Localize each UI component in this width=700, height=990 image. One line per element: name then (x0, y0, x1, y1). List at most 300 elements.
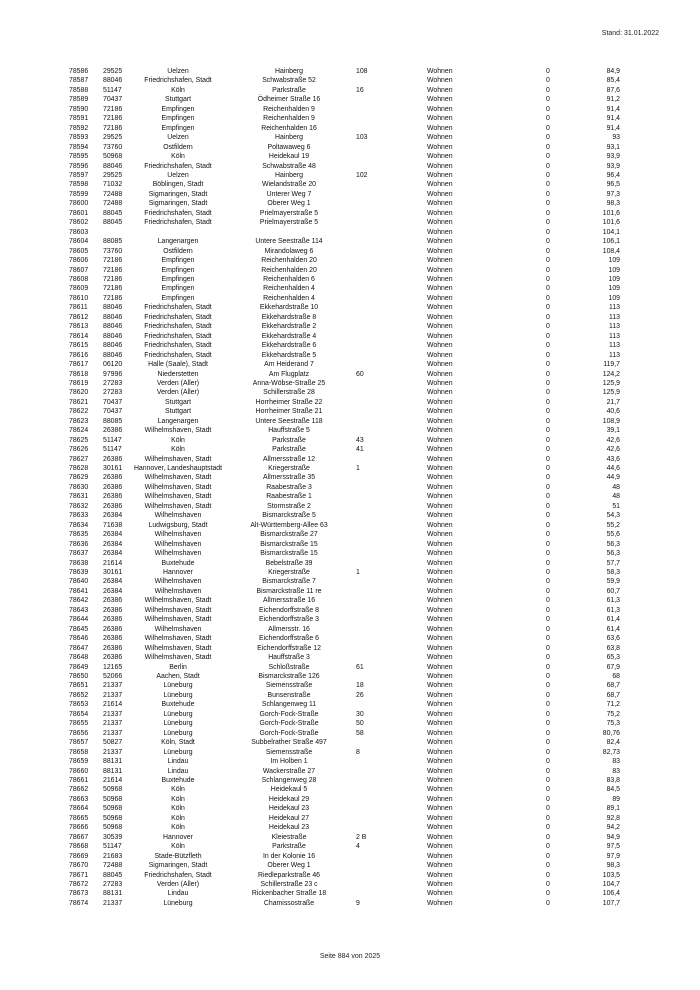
table-row (0, 861, 700, 870)
table-row (0, 559, 700, 568)
street-cell: Ekkehardstraße 4 (261, 332, 317, 340)
value-cell: 82,73 (602, 748, 620, 756)
table-row (0, 171, 700, 180)
zero-value-cell: 0 (546, 190, 550, 198)
value-cell: 63,8 (606, 644, 620, 652)
usage-type-cell: Wohnen (427, 701, 453, 709)
city-cell: Verden (Aller) (156, 379, 200, 387)
zero-value-cell: 0 (546, 805, 550, 813)
table-row (0, 303, 700, 312)
zero-value-cell: 0 (546, 379, 550, 387)
street-cell: Am Flugplatz (268, 370, 310, 378)
row-id-cell: 78606 (69, 257, 89, 265)
row-id-cell: 78612 (69, 313, 89, 321)
value-cell: 84,9 (606, 68, 620, 75)
zero-value-cell: 0 (546, 398, 550, 406)
postal-code-cell: 50968 (103, 805, 123, 813)
street-cell: Eichendorffstraße 3 (258, 616, 319, 624)
zero-value-cell: 0 (546, 68, 550, 75)
value-cell: 91,4 (606, 115, 620, 123)
table-row (0, 719, 700, 728)
city-cell: Buxtehude (161, 701, 195, 709)
usage-type-cell: Wohnen (427, 361, 453, 369)
row-id-cell: 78647 (69, 644, 89, 652)
usage-type-cell: Wohnen (427, 304, 453, 312)
usage-type-cell: Wohnen (427, 474, 453, 482)
zero-value-cell: 0 (546, 862, 550, 870)
street-cell: Schwabstraße 52 (262, 77, 316, 85)
postal-code-cell: 50968 (103, 153, 123, 161)
zero-value-cell: 0 (546, 342, 550, 350)
zero-value-cell: 0 (546, 417, 550, 425)
city-cell: Wilhelmshaven, Stadt (144, 597, 212, 605)
table-row (0, 625, 700, 634)
zero-value-cell: 0 (546, 351, 550, 359)
house-number-cell: 1 (356, 569, 360, 577)
usage-type-cell: Wohnen (427, 776, 453, 784)
city-cell: Niederstetten (157, 370, 199, 378)
usage-type-cell: Wohnen (427, 587, 453, 595)
table-row (0, 596, 700, 605)
row-id-cell: 78654 (69, 710, 89, 718)
value-cell: 93,9 (606, 153, 620, 161)
row-id-cell: 78661 (69, 776, 89, 784)
usage-type-cell: Wohnen (427, 332, 453, 340)
street-cell: Bismarckstraße 27 (260, 531, 318, 539)
row-id-cell: 78666 (69, 824, 89, 832)
street-cell: Anna-Wöbse-Straße 25 (252, 379, 326, 387)
city-cell: Berlin (169, 663, 187, 671)
postal-code-cell: 73760 (103, 143, 123, 151)
postal-code-cell: 29525 (103, 134, 123, 142)
table-row (0, 663, 700, 672)
value-cell: 91,4 (606, 124, 620, 132)
street-cell: Schillerstraße 28 (263, 389, 315, 397)
zero-value-cell: 0 (546, 465, 550, 473)
table-row (0, 284, 700, 293)
zero-value-cell: 0 (546, 644, 550, 652)
value-cell: 108,4 (602, 247, 620, 255)
city-cell: Friedrichshafen, Stadt (144, 332, 212, 340)
usage-type-cell: Wohnen (427, 720, 453, 728)
house-number-cell: 102 (356, 171, 368, 179)
row-id-cell: 78631 (69, 493, 89, 501)
zero-value-cell: 0 (546, 313, 550, 321)
value-cell: 104,1 (602, 228, 620, 236)
usage-type-cell: Wohnen (427, 880, 453, 888)
postal-code-cell: 26384 (103, 550, 123, 558)
zero-value-cell: 0 (546, 795, 550, 803)
row-id-cell: 78620 (69, 389, 89, 397)
street-cell: Gorch-Fock-Straße (259, 729, 319, 737)
zero-value-cell: 0 (546, 370, 550, 378)
postal-code-cell: 21337 (103, 691, 123, 699)
table-row (0, 530, 700, 539)
value-cell: 59,9 (606, 578, 620, 586)
row-id-cell: 78610 (69, 294, 89, 302)
city-cell: Empfingen (161, 294, 195, 302)
usage-type-cell: Wohnen (427, 899, 453, 907)
usage-type-cell: Wohnen (427, 68, 453, 75)
table-row (0, 407, 700, 416)
city-cell: Wilhelmshaven, Stadt (144, 483, 212, 491)
table-row (0, 426, 700, 435)
usage-type-cell: Wohnen (427, 228, 453, 236)
row-id-cell: 78672 (69, 880, 89, 888)
value-cell: 42,6 (606, 436, 620, 444)
usage-type-cell: Wohnen (427, 190, 453, 198)
value-cell: 43,6 (606, 455, 620, 463)
usage-type-cell: Wohnen (427, 871, 453, 879)
zero-value-cell: 0 (546, 436, 550, 444)
table-row (0, 190, 700, 199)
table-row (0, 76, 700, 85)
zero-value-cell: 0 (546, 446, 550, 454)
street-cell: Parkstraße (272, 843, 306, 851)
table-row (0, 568, 700, 577)
table-row (0, 804, 700, 813)
street-cell: Heidekaul 19 (268, 153, 310, 161)
postal-code-cell: 72186 (103, 285, 123, 293)
postal-code-cell: 26384 (103, 587, 123, 595)
value-cell: 101,6 (602, 219, 620, 227)
postal-code-cell: 27283 (103, 379, 123, 387)
street-cell: Heidekaul 23 (268, 824, 310, 832)
usage-type-cell: Wohnen (427, 379, 453, 387)
table-row (0, 95, 700, 104)
value-cell: 108,9 (602, 417, 620, 425)
zero-value-cell: 0 (546, 691, 550, 699)
value-cell: 40,6 (606, 408, 620, 416)
street-cell: Eichendorffstraße 12 (257, 644, 321, 652)
row-id-cell: 78599 (69, 190, 89, 198)
city-cell: Stuttgart (164, 398, 192, 406)
value-cell: 113 (609, 342, 620, 350)
street-cell: Parkstraße (272, 86, 306, 94)
house-number-cell: 103 (356, 134, 368, 142)
street-cell: Parkstraße (272, 446, 306, 454)
postal-code-cell: 50968 (103, 824, 123, 832)
table-row (0, 294, 700, 303)
row-id-cell: 78668 (69, 843, 89, 851)
table-row (0, 417, 700, 426)
city-cell: Hannover (163, 569, 193, 577)
street-cell: Kriegerstraße (268, 569, 310, 577)
row-id-cell: 78633 (69, 512, 89, 520)
city-cell: Stuttgart (164, 96, 192, 104)
postal-code-cell: 72488 (103, 190, 123, 198)
house-number-cell: 43 (356, 436, 364, 444)
value-cell: 96,5 (606, 181, 620, 189)
house-number-cell: 16 (356, 86, 364, 94)
value-cell: 71,2 (606, 701, 620, 709)
postal-code-cell: 26386 (103, 502, 123, 510)
value-cell: 51 (612, 502, 620, 510)
zero-value-cell: 0 (546, 285, 550, 293)
usage-type-cell: Wohnen (427, 171, 453, 179)
zero-value-cell: 0 (546, 427, 550, 435)
usage-type-cell: Wohnen (427, 266, 453, 274)
row-id-cell: 78618 (69, 370, 89, 378)
row-id-cell: 78604 (69, 238, 89, 246)
city-cell: Wilhelmshaven (154, 550, 202, 558)
table-row (0, 710, 700, 719)
zero-value-cell: 0 (546, 824, 550, 832)
city-cell: Verden (Aller) (156, 880, 200, 888)
street-cell: Am Heiderand 7 (264, 361, 314, 369)
zero-value-cell: 0 (546, 720, 550, 728)
value-cell: 93 (612, 134, 620, 142)
table-row (0, 521, 700, 530)
usage-type-cell: Wohnen (427, 569, 453, 577)
street-cell: Poltawaweg 6 (267, 143, 311, 151)
street-cell: Raabestraße 1 (266, 493, 312, 501)
postal-code-cell: 21614 (103, 559, 123, 567)
city-cell: Wilhelmshaven (154, 540, 202, 548)
usage-type-cell: Wohnen (427, 124, 453, 132)
city-cell: Wilhelmshaven, Stadt (144, 635, 212, 643)
usage-type-cell: Wohnen (427, 209, 453, 217)
city-cell: Sigmaringen, Stadt (148, 190, 208, 198)
house-number-cell: 9 (356, 899, 360, 907)
row-id-cell: 78658 (69, 748, 89, 756)
value-cell: 97,9 (606, 852, 620, 860)
value-cell: 89 (612, 795, 620, 803)
city-cell: Wilhelmshaven (154, 625, 202, 633)
usage-type-cell: Wohnen (427, 805, 453, 813)
zero-value-cell: 0 (546, 115, 550, 123)
zero-value-cell: 0 (546, 389, 550, 397)
zero-value-cell: 0 (546, 871, 550, 879)
row-id-cell: 78648 (69, 654, 89, 662)
street-cell: Wielandstraße 20 (261, 181, 316, 189)
usage-type-cell: Wohnen (427, 285, 453, 293)
street-cell: Ekkehardstraße 8 (261, 313, 317, 321)
city-cell: Wilhelmshaven, Stadt (144, 427, 212, 435)
row-id-cell: 78653 (69, 701, 89, 709)
row-id-cell: 78601 (69, 209, 89, 217)
row-id-cell: 78649 (69, 663, 89, 671)
postal-code-cell: 21614 (103, 776, 123, 784)
street-cell: Rickenbacher Straße 18 (251, 890, 327, 898)
zero-value-cell: 0 (546, 171, 550, 179)
value-cell: 94,2 (606, 824, 620, 832)
street-cell: Mirandolaweg 6 (264, 247, 314, 255)
table-row (0, 379, 700, 388)
postal-code-cell: 70437 (103, 398, 123, 406)
stand-date: Stand: 31.01.2022 (601, 30, 659, 37)
postal-code-cell: 88046 (103, 342, 123, 350)
usage-type-cell: Wohnen (427, 143, 453, 151)
postal-code-cell: 30539 (103, 833, 123, 841)
street-cell: Reichenhalden 9 (263, 115, 315, 123)
city-cell: Friedrichshafen, Stadt (144, 209, 212, 217)
city-cell: Köln (171, 795, 185, 803)
table-row (0, 398, 700, 407)
street-cell: Hauffstraße 5 (268, 427, 310, 435)
value-cell: 106,1 (602, 238, 620, 246)
street-cell: Bebelstraße 39 (265, 559, 313, 567)
value-cell: 101,6 (602, 209, 620, 217)
row-id-cell: 78657 (69, 739, 89, 747)
zero-value-cell: 0 (546, 899, 550, 907)
postal-code-cell: 50968 (103, 814, 123, 822)
zero-value-cell: 0 (546, 710, 550, 718)
city-cell: Friedrichshafen, Stadt (144, 351, 212, 359)
row-id-cell: 78646 (69, 635, 89, 643)
postal-code-cell: 88046 (103, 77, 123, 85)
row-id-cell: 78669 (69, 852, 89, 860)
zero-value-cell: 0 (546, 408, 550, 416)
city-cell: Köln (171, 805, 185, 813)
value-cell: 103,5 (602, 871, 620, 879)
street-cell: Eichendorffstraße 8 (258, 606, 319, 614)
usage-type-cell: Wohnen (427, 512, 453, 520)
usage-type-cell: Wohnen (427, 455, 453, 463)
street-cell: Ödheimer Straße 16 (257, 96, 321, 104)
row-id-cell: 78619 (69, 379, 89, 387)
table-row (0, 180, 700, 189)
row-id-cell: 78660 (69, 767, 89, 775)
zero-value-cell: 0 (546, 635, 550, 643)
street-cell: Bismarckstraße 15 (260, 550, 318, 558)
value-cell: 113 (609, 313, 620, 321)
value-cell: 61,3 (606, 597, 620, 605)
zero-value-cell: 0 (546, 531, 550, 539)
value-cell: 97,3 (606, 190, 620, 198)
postal-code-cell: 88046 (103, 323, 123, 331)
postal-code-cell: 29525 (103, 68, 123, 75)
row-id-cell: 78587 (69, 77, 89, 85)
usage-type-cell: Wohnen (427, 105, 453, 113)
table-row (0, 464, 700, 473)
table-row (0, 681, 700, 690)
street-cell: Hainberg (275, 134, 303, 142)
usage-type-cell: Wohnen (427, 446, 453, 454)
value-cell: 97,5 (606, 843, 620, 851)
row-id-cell: 78639 (69, 569, 89, 577)
house-number-cell: 8 (356, 748, 360, 756)
postal-code-cell: 26386 (103, 654, 123, 662)
street-cell: Heidekaul 23 (268, 805, 310, 813)
row-id-cell: 78624 (69, 427, 89, 435)
city-cell: Lindau (167, 890, 189, 898)
value-cell: 56,3 (606, 550, 620, 558)
table-row (0, 370, 700, 379)
row-id-cell: 78641 (69, 587, 89, 595)
table-row (0, 729, 700, 738)
row-id-cell: 78592 (69, 124, 89, 132)
zero-value-cell: 0 (546, 767, 550, 775)
table-row (0, 767, 700, 776)
postal-code-cell: 51147 (103, 436, 122, 444)
city-cell: Wilhelmshaven, Stadt (144, 502, 212, 510)
street-cell: Schlangenweg 28 (261, 776, 317, 784)
street-cell: Bunsenstraße (267, 691, 311, 699)
street-cell: Heidekaul 29 (268, 795, 310, 803)
usage-type-cell: Wohnen (427, 521, 453, 529)
city-cell: Lüneburg (163, 720, 193, 728)
row-id-cell: 78613 (69, 323, 89, 331)
value-cell: 109 (608, 257, 620, 265)
value-cell: 61,3 (606, 606, 620, 614)
street-cell: Parkstraße (272, 436, 306, 444)
table-row (0, 776, 700, 785)
zero-value-cell: 0 (546, 786, 550, 794)
house-number-cell: 26 (356, 691, 364, 699)
table-row (0, 114, 700, 123)
table-row (0, 549, 700, 558)
house-number-cell: 30 (356, 710, 364, 718)
city-cell: Empfingen (161, 285, 195, 293)
usage-type-cell: Wohnen (427, 417, 453, 425)
street-cell: Bismarckstraße 7 (262, 578, 316, 586)
usage-type-cell: Wohnen (427, 181, 453, 189)
table-row (0, 785, 700, 794)
value-cell: 109 (608, 294, 620, 302)
row-id-cell: 78609 (69, 285, 89, 293)
street-cell: Wackerstraße 27 (262, 767, 316, 775)
zero-value-cell: 0 (546, 569, 550, 577)
city-cell: Ludwigsburg, Stadt (148, 521, 208, 529)
street-cell: Horrheimer Straße 21 (255, 408, 323, 416)
zero-value-cell: 0 (546, 134, 550, 142)
value-cell: 83 (612, 767, 620, 775)
value-cell: 104,7 (602, 880, 620, 888)
table-row (0, 124, 700, 133)
value-cell: 48 (612, 493, 620, 501)
zero-value-cell: 0 (546, 748, 550, 756)
value-cell: 82,4 (606, 739, 620, 747)
postal-code-cell: 88131 (103, 767, 123, 775)
street-cell: Untere Seestraße 118 (255, 417, 323, 425)
city-cell: Böblingen, Stadt (152, 181, 204, 189)
city-cell: Wilhelmshaven (154, 578, 202, 586)
city-cell: Sigmaringen, Stadt (148, 200, 208, 208)
postal-code-cell: 26384 (103, 540, 123, 548)
table-row (0, 313, 700, 322)
postal-code-cell: 21337 (103, 682, 123, 690)
postal-code-cell: 71032 (103, 181, 123, 189)
postal-code-cell: 72488 (103, 862, 123, 870)
street-cell: Hainberg (275, 68, 303, 75)
city-cell: Ostfildern (163, 247, 193, 255)
usage-type-cell: Wohnen (427, 890, 453, 898)
usage-type-cell: Wohnen (427, 323, 453, 331)
street-cell: Allmersstraße 12 (262, 455, 316, 463)
city-cell: Empfingen (161, 124, 195, 132)
street-cell: Prielmayerstraße 5 (259, 219, 319, 227)
usage-type-cell: Wohnen (427, 427, 453, 435)
usage-type-cell: Wohnen (427, 654, 453, 662)
city-cell: Verden (Aller) (156, 389, 200, 397)
usage-type-cell: Wohnen (427, 483, 453, 491)
house-number-cell: 18 (356, 682, 364, 690)
value-cell: 91,4 (606, 105, 620, 113)
value-cell: 56,3 (606, 540, 620, 548)
zero-value-cell: 0 (546, 493, 550, 501)
postal-code-cell: 21614 (103, 701, 123, 709)
postal-code-cell: 26386 (103, 625, 123, 633)
table-row (0, 388, 700, 397)
row-id-cell: 78608 (69, 275, 89, 283)
usage-type-cell: Wohnen (427, 313, 453, 321)
table-row (0, 332, 700, 341)
value-cell: 109 (608, 275, 620, 283)
city-cell: Köln (171, 153, 185, 161)
house-number-cell: 2 B (356, 833, 367, 841)
postal-code-cell: 73760 (103, 247, 123, 255)
